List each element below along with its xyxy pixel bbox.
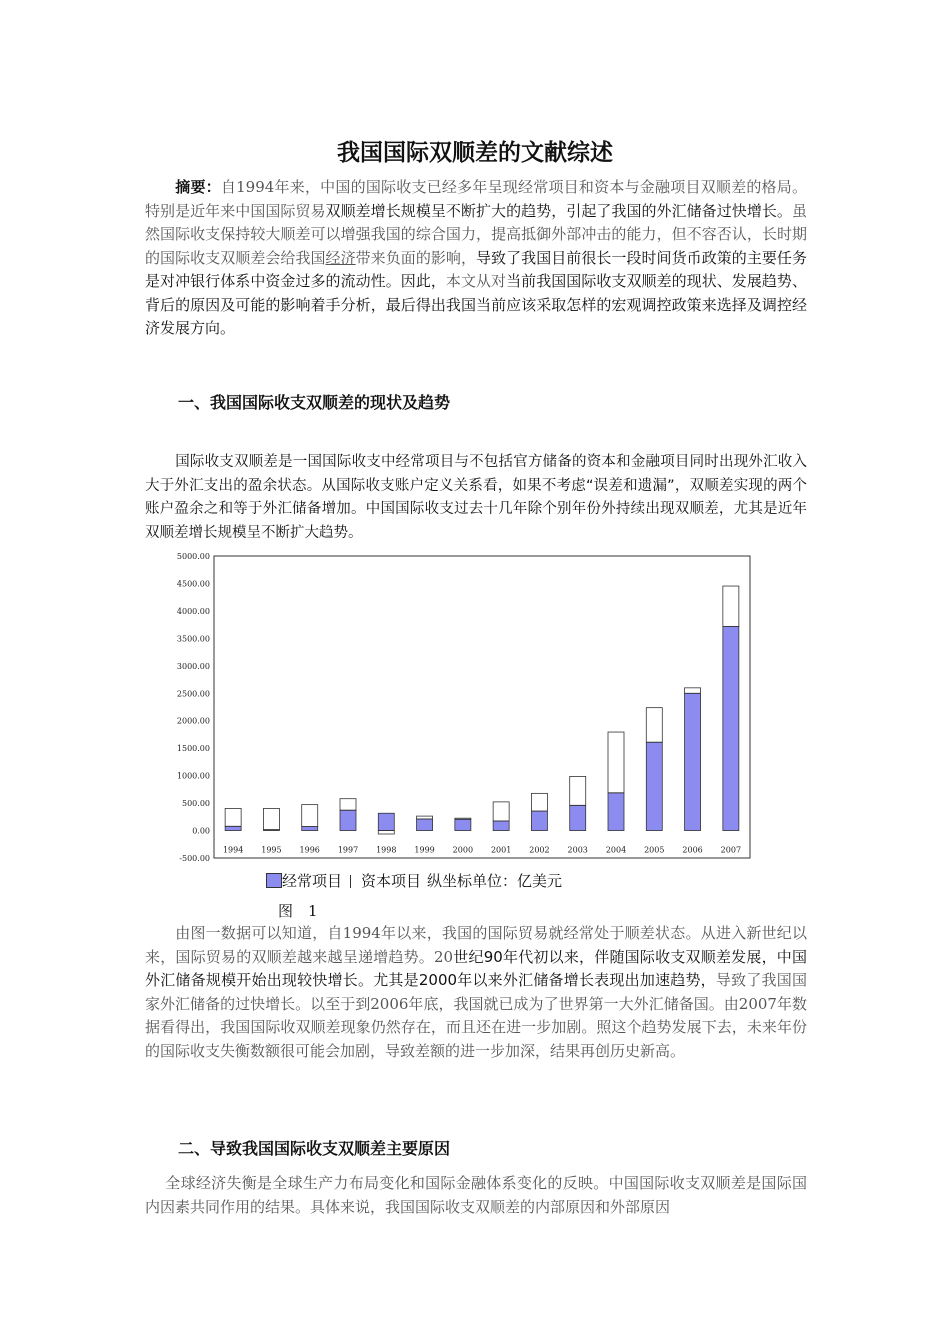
section-1-heading: 一、我国国际收支双顺差的现状及趋势 [178, 393, 451, 412]
abstract-text-4: 带来负面的影响， [355, 248, 477, 267]
bar-current-account [646, 742, 662, 830]
bar-capital-account [608, 732, 624, 793]
current-account-swatch [266, 873, 282, 888]
bar-capital-account [646, 708, 662, 743]
x-tick-label: 2005 [644, 845, 665, 855]
bar-capital-account [685, 688, 701, 693]
bar-current-account [340, 810, 356, 830]
bar-capital-account [263, 808, 279, 829]
bar-current-account [493, 821, 509, 831]
x-tick-label: 1995 [261, 845, 282, 855]
abstract [145, 176, 807, 341]
figure-caption: 图 1 [278, 902, 318, 920]
bar-capital-account [417, 816, 433, 819]
y-tick-label: -500.00 [179, 854, 210, 863]
section-1-paragraph [145, 451, 807, 545]
abstract-text-6: 本文从对 [445, 272, 507, 290]
bar-capital-account [493, 802, 509, 821]
section-1b-text-1: 由图一数据可以知道，自1994年以来，我国的国际贸易就经常处于顺差状态。从进入新世纪以来，国际贸易的双顺差越来越呈递增趋势。20 [145, 924, 807, 966]
bar-capital-account [225, 808, 241, 826]
x-tick-label: 2000 [452, 845, 474, 855]
y-tick-label: 3000.00 [176, 661, 210, 671]
bar-capital-account [340, 799, 356, 811]
y-tick-label: 2500.00 [176, 689, 210, 699]
y-axis-labels [177, 552, 210, 863]
bar-current-account [608, 793, 624, 831]
capital-account-swatch [350, 875, 361, 888]
bar-current-account [225, 826, 241, 830]
abstract-text-1: 自1994年来，中国的国际收支已经多年呈现经常项目和资本与金融项目双顺差的格局。特别是近年来中国国际贸易 [145, 178, 807, 220]
x-tick-label: 2003 [567, 845, 588, 855]
x-tick-label: 1997 [337, 845, 359, 855]
y-tick-label: 500.00 [182, 799, 210, 809]
abstract-text-2: 双顺差增长规模呈不断扩大的趋势，引起了我国的外汇储备过快增长。 [325, 201, 792, 220]
y-tick-label: 5000.00 [176, 552, 210, 561]
economy-link[interactable]: 经济 [325, 248, 356, 267]
chart-legend [266, 870, 562, 891]
x-tick-label: 2007 [720, 845, 742, 855]
y-tick-label: 1000.00 [176, 771, 210, 781]
x-tick-label: 1999 [414, 845, 435, 855]
legend-unit: 纵坐标单位：亿美元 [427, 872, 563, 890]
bar-current-account [417, 819, 433, 831]
bar-current-account [302, 827, 318, 831]
section-1-text: 国际收支双顺差是一国国际收支中经常项目与不包括官方储备的资本和金融项目同时出现外汇收入大于外汇支出的盈余状态。从国际收支账户定义关系看，如果不考虑“误差和遗漏”，双顺差实现的两个账户盈余之和等于外汇储备增加。中国国际收支过去十几年除个别年份外持续出现双顺差，尤其是近年双顺差增长规模呈不断扩大趋势。 [145, 454, 807, 541]
bar-current-account [378, 813, 394, 830]
x-tick-label: 1996 [299, 845, 320, 855]
bar-capital-account [723, 586, 739, 626]
section-2-text: 全球经济失衡是全球生产力布局变化和国际金融体系变化的反映。中国国际收支双顺差是国际国内因素共同作用的结果。具体来说，我国国际收支双顺差的内部原因和外部原因 [145, 1174, 807, 1216]
abstract-text-3: 虽然国际收支保持较大顺差可以增强我国的综合国力，提高抵御外部冲击的能力，但不容否认，长时期的国际收支双顺差会给我国 [145, 201, 807, 267]
y-tick-label: 3500.00 [176, 634, 210, 644]
abstract-text-5: 导致了我国目前很长一段时间货币政策的主要任务是对冲银行体系中资金过多的流动性。因此， [145, 248, 807, 290]
x-tick-label: 2006 [682, 845, 703, 855]
x-tick-label: 2001 [490, 845, 512, 855]
bar-current-account [685, 693, 701, 830]
x-tick-label: 1998 [376, 845, 397, 855]
section-2-heading: 二、导致我国国际收支双顺差主要原因 [178, 1139, 451, 1158]
y-tick-label: 4500.00 [176, 579, 210, 589]
bar-current-account [455, 819, 471, 830]
bar-capital-account [570, 776, 586, 805]
bar-current-account [723, 626, 739, 830]
y-tick-label: 1500.00 [176, 744, 210, 754]
x-tick-label: 2004 [605, 845, 627, 855]
x-tick-label: 1994 [222, 845, 244, 855]
section-1b-text-2: 世纪90年代初以来，伴随国际收支双顺差发展，中国外汇储备规模开始出现较快增长。尤其是2000年以来外汇储备增长表现出加速趋势， [145, 947, 807, 989]
bar-capital-account [302, 805, 318, 827]
section-2-paragraph [145, 1172, 807, 1219]
legend-capital-label: 资本项目 [361, 872, 422, 890]
page-title: 我国国际双顺差的文献综述 [337, 140, 613, 166]
bars [225, 586, 739, 834]
x-axis-labels [223, 846, 741, 855]
bar-current-account [531, 811, 547, 830]
x-tick-label: 2002 [529, 845, 550, 855]
bar-capital-account [455, 818, 471, 819]
section-1b-text-3: 导致了我国国家外汇储备的过快增长。以至于到2006年底，我国就已成为了世界第一大外汇储备国。由2007年数据看得出，我国国际收双顺差现象仍然存在，而且还在进一步加剧。照这个趋势发展下去，未来年份的国际收支失衡数额很可能会加剧，导致差额的进一步加深，结果再创历史新高。 [145, 971, 807, 1060]
bar-current-account [570, 805, 586, 830]
abstract-text-7: 当前我国国际收支双顺差的现状、发展趋势、背后的原因及可能的影响着手分析，最后得出我国当前应该采取怎样的宏观调控政策来选择及调控经济发展方向。 [145, 272, 807, 337]
plot-frame [214, 556, 750, 858]
y-tick-label: 4000.00 [176, 606, 210, 616]
legend-current-label: 经常项目 [282, 872, 343, 890]
section-1b-paragraph [145, 922, 807, 1063]
abstract-label: 摘要： [175, 178, 221, 196]
bar-capital-account [378, 831, 394, 834]
y-tick-label: 2000.00 [176, 716, 210, 726]
y-tick-label: 0.00 [192, 826, 210, 836]
balance-of-payments-chart [160, 548, 760, 868]
bar-capital-account [531, 793, 547, 811]
